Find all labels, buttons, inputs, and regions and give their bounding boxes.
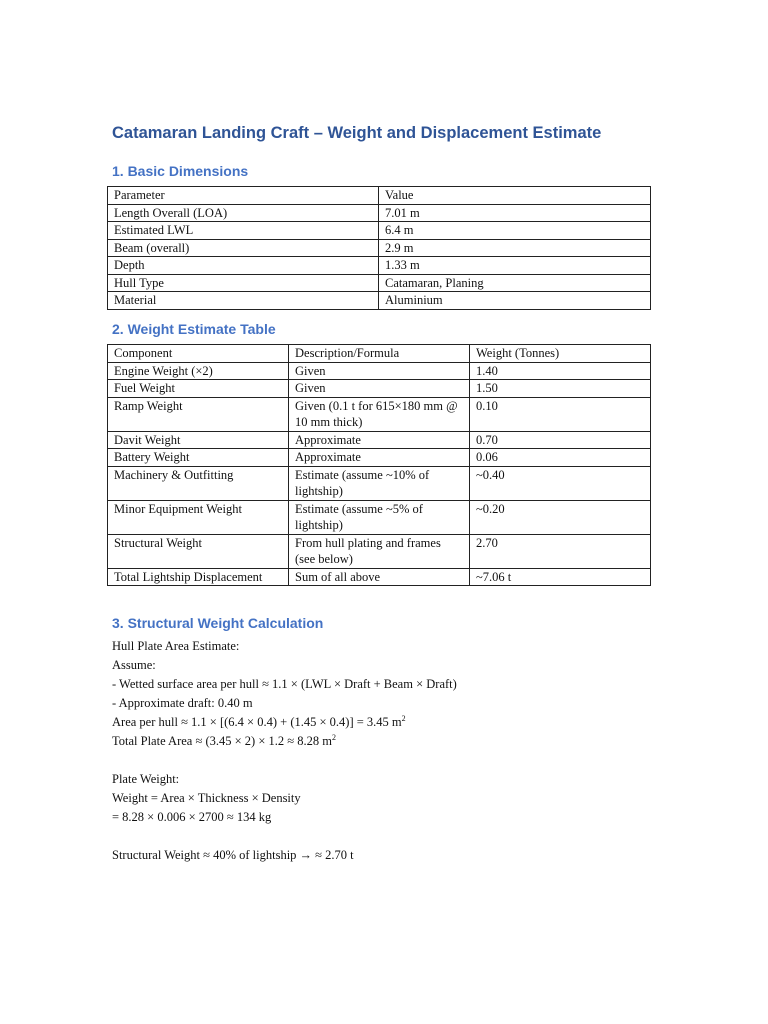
calc-line bbox=[112, 732, 457, 751]
table-row bbox=[108, 257, 651, 275]
table-row bbox=[108, 292, 651, 310]
table-cell: 2.9 m bbox=[379, 239, 651, 257]
table-cell: Estimated LWL bbox=[108, 222, 379, 240]
table-cell: ~0.20 bbox=[470, 500, 651, 534]
basic-dimensions-table bbox=[107, 186, 651, 310]
table-header-row bbox=[108, 187, 651, 205]
header-cell: Description/Formula bbox=[289, 345, 470, 363]
table-row bbox=[108, 500, 651, 534]
table-cell: Approximate bbox=[289, 431, 470, 449]
table-header-row bbox=[108, 345, 651, 363]
table-cell: Total Lightship Displacement bbox=[108, 568, 289, 586]
header-cell: Value bbox=[379, 187, 651, 205]
table-row bbox=[108, 380, 651, 398]
table-cell: Estimate (assume ~10% of lightship) bbox=[289, 466, 470, 500]
table-row bbox=[108, 239, 651, 257]
table-cell: 7.01 m bbox=[379, 204, 651, 222]
calc-line: Assume: bbox=[112, 658, 156, 672]
table-cell: Sum of all above bbox=[289, 568, 470, 586]
table-cell: Structural Weight bbox=[108, 534, 289, 568]
weight-estimate-table bbox=[107, 344, 651, 586]
document-title: Catamaran Landing Craft – Weight and Displacement Estimate bbox=[112, 124, 602, 142]
table-row bbox=[108, 222, 651, 240]
superscript: 2 bbox=[331, 732, 336, 742]
header-cell: Component bbox=[108, 345, 289, 363]
table-cell: 1.33 m bbox=[379, 257, 651, 275]
calc-line-text: Total Plate Area ≈ (3.45 × 2) × 1.2 ≈ 8.28 m bbox=[112, 734, 332, 748]
blank-line bbox=[112, 827, 457, 846]
superscript: 2 bbox=[401, 713, 406, 723]
table-cell: Given bbox=[289, 380, 470, 398]
calc-line: Plate Weight: bbox=[112, 772, 180, 786]
calc-line: - Approximate draft: 0.40 m bbox=[112, 696, 253, 710]
table-row bbox=[108, 397, 651, 431]
table-cell: 6.4 m bbox=[379, 222, 651, 240]
table-row bbox=[108, 568, 651, 586]
structural-calculation-text bbox=[112, 637, 457, 865]
table-cell: 0.06 bbox=[470, 449, 651, 467]
table-cell: Machinery & Outfitting bbox=[108, 466, 289, 500]
table-cell: 0.70 bbox=[470, 431, 651, 449]
table-cell: 1.40 bbox=[470, 362, 651, 380]
table-cell: Estimate (assume ~5% of lightship) bbox=[289, 500, 470, 534]
table-cell: 1.50 bbox=[470, 380, 651, 398]
section-heading-structural-weight: 3. Structural Weight Calculation bbox=[112, 615, 324, 631]
table-cell: Given (0.1 t for 615×180 mm @ 10 mm thick) bbox=[289, 397, 470, 431]
section-heading-weight-estimate: 2. Weight Estimate Table bbox=[112, 321, 276, 337]
table-row bbox=[108, 204, 651, 222]
section-heading-basic-dimensions: 1. Basic Dimensions bbox=[112, 163, 249, 179]
table-cell: Davit Weight bbox=[108, 431, 289, 449]
table-cell: Given bbox=[289, 362, 470, 380]
calc-line: - Wetted surface area per hull ≈ 1.1 × (LWL × Draft + Beam × Draft) bbox=[112, 677, 457, 691]
table-cell: Depth bbox=[108, 257, 379, 275]
table-cell: Material bbox=[108, 292, 379, 310]
calc-line-text: Area per hull ≈ 1.1 × [(6.4 × 0.4) + (1.45 × 0.4)] = 3.45 m bbox=[112, 715, 402, 729]
table-cell: Approximate bbox=[289, 449, 470, 467]
table-row bbox=[108, 431, 651, 449]
table-cell: Beam (overall) bbox=[108, 239, 379, 257]
table-row bbox=[108, 362, 651, 380]
table-cell: Minor Equipment Weight bbox=[108, 500, 289, 534]
table-row bbox=[108, 534, 651, 568]
table-cell: ~7.06 t bbox=[470, 568, 651, 586]
table-cell: Length Overall (LOA) bbox=[108, 204, 379, 222]
blank-line bbox=[112, 751, 457, 770]
header-cell: Parameter bbox=[108, 187, 379, 205]
table-cell: Hull Type bbox=[108, 274, 379, 292]
calc-line: = 8.28 × 0.006 × 2700 ≈ 134 kg bbox=[112, 810, 272, 824]
table-row bbox=[108, 449, 651, 467]
table-cell: Aluminium bbox=[379, 292, 651, 310]
table-cell: 2.70 bbox=[470, 534, 651, 568]
table-row bbox=[108, 466, 651, 500]
table-cell: 0.10 bbox=[470, 397, 651, 431]
calc-line: Weight = Area × Thickness × Density bbox=[112, 791, 301, 805]
table-cell: Engine Weight (×2) bbox=[108, 362, 289, 380]
table-cell: From hull plating and frames (see below) bbox=[289, 534, 470, 568]
table-cell: Catamaran, Planing bbox=[379, 274, 651, 292]
table-cell: Battery Weight bbox=[108, 449, 289, 467]
calc-line: Structural Weight ≈ 40% of lightship → ≈ 2.70 t bbox=[112, 848, 354, 862]
calc-line bbox=[112, 713, 457, 732]
calc-line: Hull Plate Area Estimate: bbox=[112, 639, 240, 653]
table-cell: ~0.40 bbox=[470, 466, 651, 500]
header-cell: Weight (Tonnes) bbox=[470, 345, 651, 363]
table-row bbox=[108, 274, 651, 292]
table-cell: Fuel Weight bbox=[108, 380, 289, 398]
table-cell: Ramp Weight bbox=[108, 397, 289, 431]
